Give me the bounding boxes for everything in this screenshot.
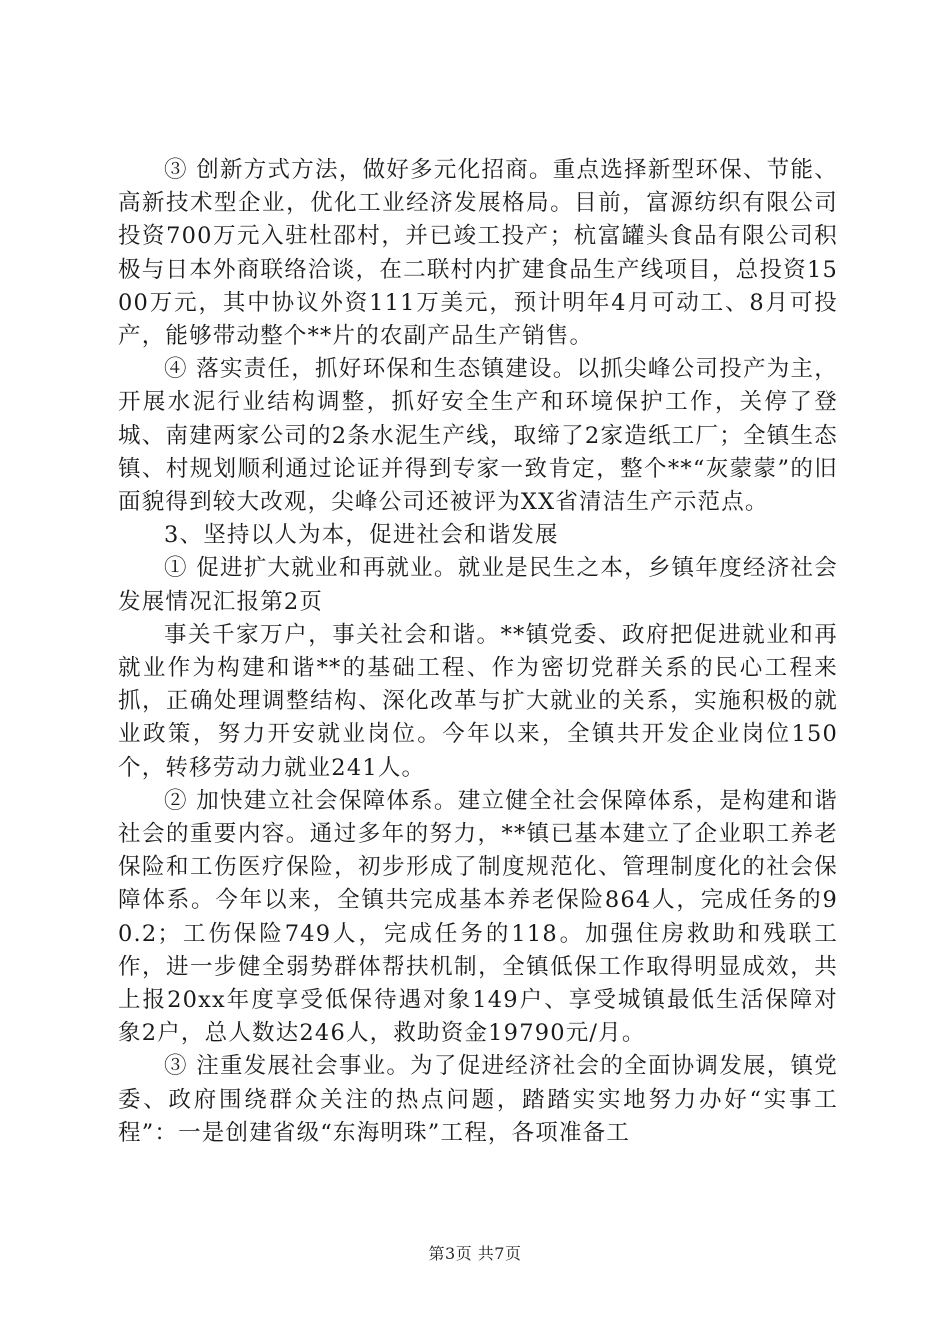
- paragraph-social-security: ② 加快建立社会保障体系。建立健全社会保障体系，是构建和谐社会的重要内容。通过多年的努力，**镇已基本建立了企业职工养老保险和工伤医疗保险，初步形成了制度规范化、管理制度化的社会保障体系。今年以来，全镇共完成基本养老保险864人，完成任务的90.2；工伤保险749人，完成任务的118。加强住房救助和残联工作，进一步健全弱势群体帮扶机制，全镇低保工作取得明显成效，共上报20xx年度享受低保待遇对象149户、享受城镇最低生活保障对象2户，总人数达246人，救助资金19790元/月。: [118, 787, 838, 1047]
- paragraph-environment: ④ 落实责任，抓好环保和生态镇建设。以抓尖峰公司投产为主，开展水泥行业结构调整，抓好安全生产和环境保护工作，关停了登城、南建两家公司的2条水泥生产线，取缔了2家造纸工厂；全镇生态镇、村规划顺利通过论证并得到专家一致肯定，整个**“灰蒙蒙”的旧面貌得到较大改观，尖峰公司还被评为XX省清洁生产示范点。: [118, 356, 838, 516]
- paragraph-investment: ③ 创新方式方法，做好多元化招商。重点选择新型环保、节能、高新技术型企业，优化工业经济发展格局。目前，富源纺织有限公司投资700万元入驻杜邵村，并已竣工投产；杭富罐头食品有限公司积极与日本外商联络洽谈，在二联村内扩建食品生产线项目，总投资1500万元，其中协议外资111万美元，预计明年4月可动工、8月可投产，能够带动整个**片的农副产品生产销售。: [118, 157, 838, 350]
- paragraph-social-undertakings: ③ 注重发展社会事业。为了促进经济社会的全面协调发展，镇党委、政府围绕群众关注的热点问题，踏踏实实地努力办好“实事工程”：一是创建省级“东海明珠”工程，各项准备工: [118, 1053, 838, 1146]
- section-heading-social-harmony: 3、坚持以人为本，促进社会和谐发展: [164, 522, 559, 549]
- page-footer: 第3页 共7页: [428, 1244, 522, 1263]
- paragraph-employment-continued: 事关千家万户，事关社会和谐。**镇党委、政府把促进就业和再就业作为构建和谐**的基础工程、作为密切党群关系的民心工程来抓，正确处理调整结构、深化改革与扩大就业的关系，实施积极的就业政策，努力开安就业岗位。今年以来，全镇共开发企业岗位150个，转移劳动力就业241人。: [118, 621, 838, 781]
- paragraph-employment: ① 促进扩大就业和再就业。就业是民生之本，乡镇年度经济社会发展情况汇报第2页: [118, 555, 838, 615]
- document-body: [118, 154, 838, 1150]
